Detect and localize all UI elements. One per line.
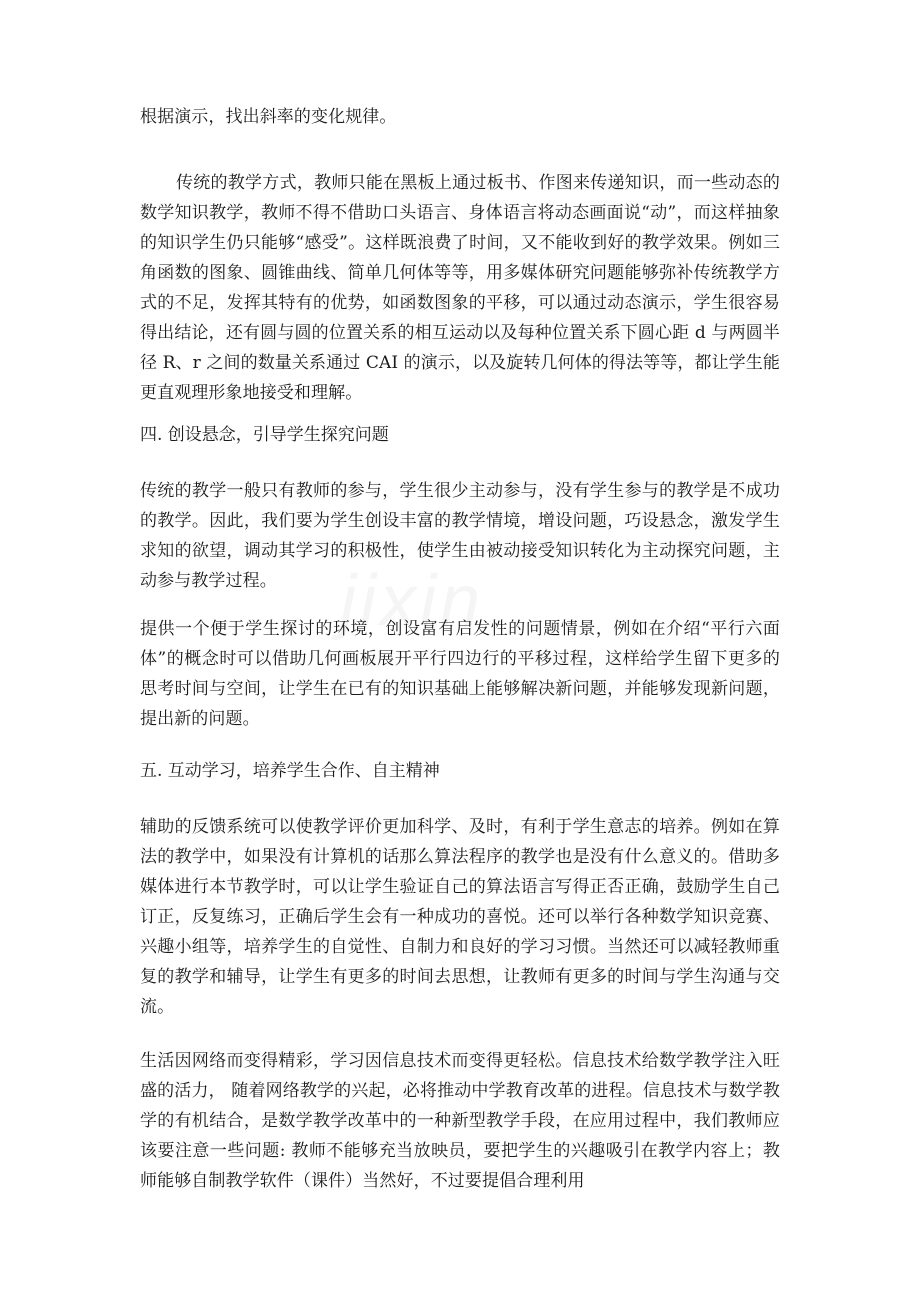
paragraph-traditional-teaching: 传统的教学方式，教师只能在黑板上通过板书、作图来传递知识，而一些动态的数学知识教学，教师不得不借助口头语言、身体语言将动态画面说“动”，而这样抽象的知识学生仍只能够“感受”。这样既浪费了时间，又不能收到好的教学效果。例如三角函数的图象、圆锥曲线、简单几何体等等，用多媒体研究问题能够弥补传统教学方式的不足，发挥其特有的优势，如函数图象的平移，可以通过动态演示，学生很容易得出结论，还有圆与圆的位置关系的相互运动以及每种位置关系下圆心距 d 与两圆半径 R、r 之间的数量关系通过 CAI 的演示，以及旋转几何体的得法等等，都让学生能更直观理形象地接受和理解。: [140, 173, 780, 403]
paragraph-student-participation: 传统的教学一般只有教师的参与，学生很少主动参与，没有学生参与的教学是不成功的教学。因此，我们要为学生创设丰富的教学情境，增设问题，巧设悬念，激发学生求知的欲望，调动其学习的积极性，使学生由被动接受知识转化为主动探究问题，主动参与教学过程。: [140, 481, 780, 591]
watermark: jixin: [340, 561, 485, 641]
paragraph-network-learning: 生活因网络而变得精彩，学习因信息技术而变得更轻松。信息技术给数学教学注入旺盛的活力， 随着网络教学的兴起，必将推动中学教育改革的进程。信息技术与数学教学的有机结合，是数学教学改革中的一种新型教学手段，在应用过程中，我们教师应该要注意一些问题: 教师不能够充当放映员，要把学生的兴趣吸引在教学内容上；教师能够自制教学软件（课件）当然好，不过要提倡合理利用: [140, 1051, 780, 1191]
paragraph-feedback-system: 辅助的反馈系统可以使教学评价更加科学、及时，有利于学生意志的培养。例如在算法的教学中，如果没有计算机的话那么算法程序的教学也是没有什么意义的。借助多媒体进行本节教学时，可以让学生验证自己的算法语言写得正否正确，鼓励学生自己订正，反复练习，正确后学生会有一种成功的喜悦。还可以举行各种数学知识竞赛、兴趣小组等，培养学生的自觉性、自制力和良好的学习习惯。当然还可以减轻教师重复的教学和辅导，让学生有更多的时间去思想，让教师有更多的时间与学生沟通与交流。: [140, 817, 780, 1017]
section-heading-4: 四. 创设悬念，引导学生探究问题: [140, 425, 389, 445]
paragraph-exploration-environment: 提供一个便于学生探讨的环境，创设富有启发性的问题情景，例如在介绍“平行六面体”的概念时可以借助几何画板展开平行四边行的平移过程，这样给学生留下更多的思考时间与空间，让学生在已有的知识基础上能够解决新问题，并能够发现新问题，提出新的问题。: [140, 619, 780, 729]
section-heading-5: 五. 互动学习，培养学生合作、自主精神: [140, 761, 440, 781]
paragraph-slope-demo: 根据演示，找出斜率的变化规律。: [140, 107, 397, 127]
